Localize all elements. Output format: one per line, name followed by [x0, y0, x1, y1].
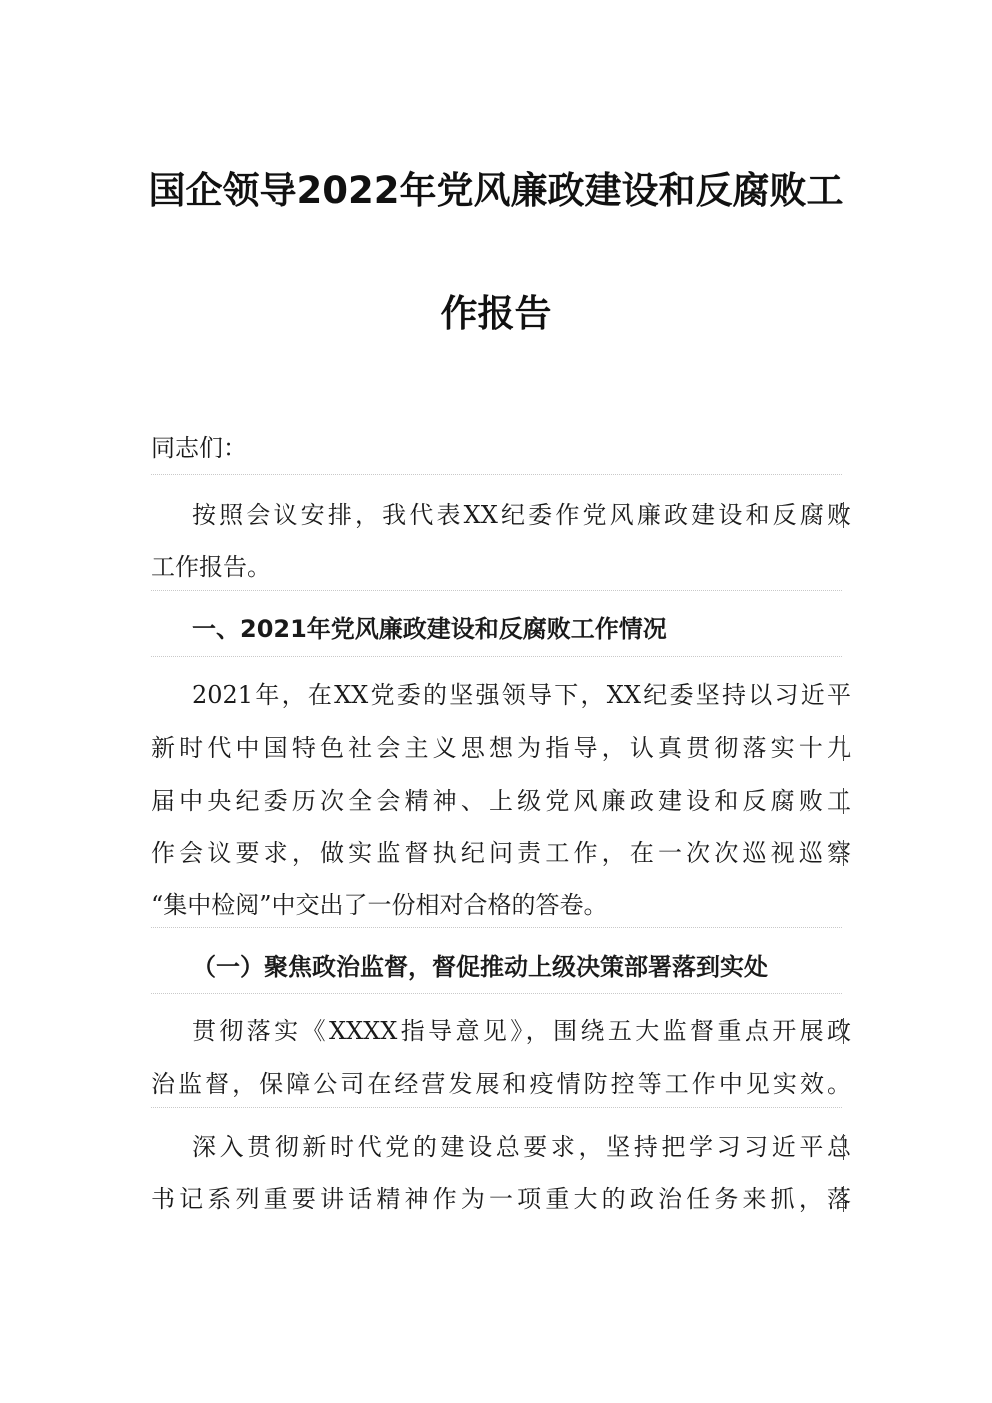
margin-mark	[843, 840, 844, 866]
paragraph-divider	[151, 474, 842, 475]
paragraph-divider	[151, 656, 842, 657]
document-title-line-1: 国企领导2022年党风廉政建设和反腐败工	[148, 169, 844, 212]
section-1-line-5: “集中检阅”中交出了一份相对合格的答卷。	[151, 891, 608, 919]
subsection-1-p1-line-2: 治监督，保障公司在经营发展和疫情防控等工作中见实效。	[151, 1070, 851, 1098]
paragraph-divider	[151, 993, 842, 994]
paragraph-divider	[151, 927, 842, 928]
section-1-line-2: 新时代中国特色社会主义思想为指导，认真贯彻落实十九	[151, 734, 851, 762]
subsection-1-p1-line-1: 贯彻落实《XXXX指导意见》，围绕五大监督重点开展政	[192, 1017, 851, 1045]
paragraph-divider	[151, 590, 842, 591]
subsection-1-p2-line-1: 深入贯彻新时代党的建设总要求，坚持把学习习近平总	[192, 1133, 851, 1161]
margin-mark	[843, 1134, 844, 1160]
subsection-1-p2-line-2: 书记系列重要讲话精神作为一项重大的政治任务来抓，落	[151, 1185, 851, 1213]
salutation: 同志们：	[151, 434, 247, 462]
paragraph-divider	[151, 1107, 842, 1108]
margin-mark	[843, 735, 844, 761]
section-1-line-3: 届中央纪委历次全会精神、上级党风廉政建设和反腐败工	[151, 787, 851, 815]
margin-mark	[843, 788, 844, 814]
intro-line-1: 按照会议安排，我代表XX纪委作党风廉政建设和反腐败	[192, 501, 851, 529]
subsection-1-heading: （一）聚焦政治监督，督促推动上级决策部署落到实处	[192, 953, 768, 981]
section-1-line-1: 2021年，在XX党委的坚强领导下，XX纪委坚持以习近平	[192, 681, 851, 709]
section-1-heading: 一、2021年党风廉政建设和反腐败工作情况	[192, 615, 667, 643]
margin-mark	[843, 1186, 844, 1212]
margin-mark	[843, 502, 844, 528]
document-title-line-2: 作报告	[440, 292, 552, 335]
section-1-line-4: 作会议要求，做实监督执纪问责工作，在一次次巡视巡察	[151, 839, 851, 867]
intro-line-2: 工作报告。	[151, 553, 271, 581]
margin-mark	[843, 1018, 844, 1044]
